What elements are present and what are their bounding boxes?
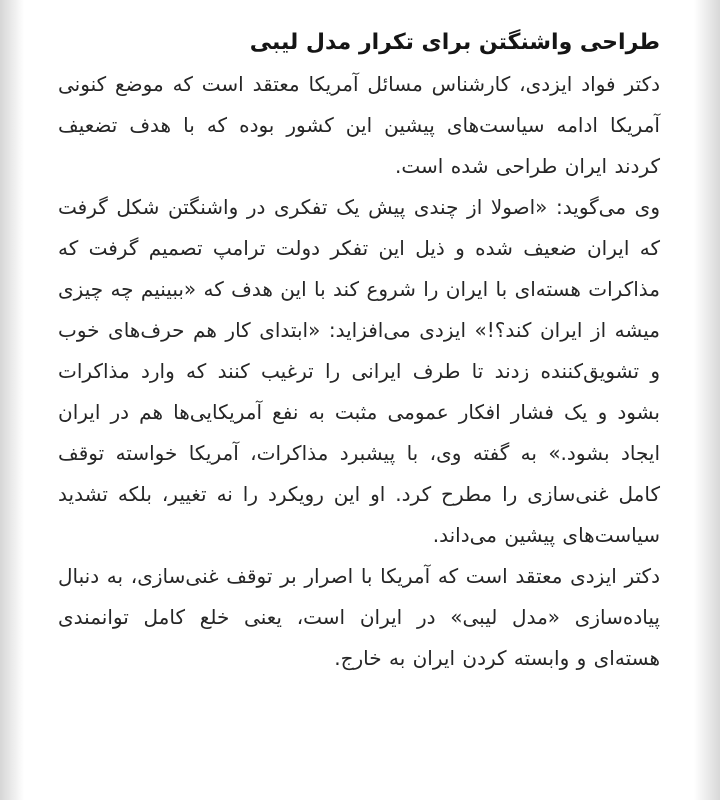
article-headline: طراحی واشنگتن برای تکرار مدل لیبی [249,30,660,55]
left-page-shadow [0,0,24,800]
article-body [58,0,660,800]
paragraph-libya-model: دکتر ایزدی معتقد است که آمریکا با اصرار بر توقف غنی‌سازی، به دنبال پیاده‌سازی «مدل لیبی» در ایران است، یعنی خلع کامل توانمندی هسته‌ای و وابسته کردن ایران به خارج. [58,564,660,670]
paragraph-intro: دکتر فواد ایزدی، کارشناس مسائل آمریکا معتقد است که موضع کنونی آمریکا ادامه سیاست‌های پیشین این کشور بوده که با هدف تضعیف کردند ایران طراحی شده است. [58,72,660,178]
paragraph-quote: وی می‌گوید: «اصولا از چندی پیش یک تفکری در واشنگتن شکل گرفت که ایران ضعیف شده و ذیل این تفکر دولت ترامپ تصمیم گرفت که مذاکرات هسته‌ای با ایران را شروع کند با این هدف که «ببینیم چه چیزی میشه از ایران کند؟!» ایزدی می‌افزاید: «ابتدای کار هم حرف‌های خوب و تشویق‌کننده زدند تا طرف ایرانی را ترغیب کنند که وارد مذاکرات بشود و یک فشار افکار عمومی مثبت به نفع آمریکایی‌ها هم در ایران ایجاد بشود.» به گفته وی، با پیشبرد مذاکرات، آمریکا خواسته توقف کامل غنی‌سازی را مطرح کرد. او این رویکرد را نه تغییر، بلکه تشدید سیاست‌های پیشین می‌داند. [58,195,660,547]
right-page-shadow [694,0,720,800]
